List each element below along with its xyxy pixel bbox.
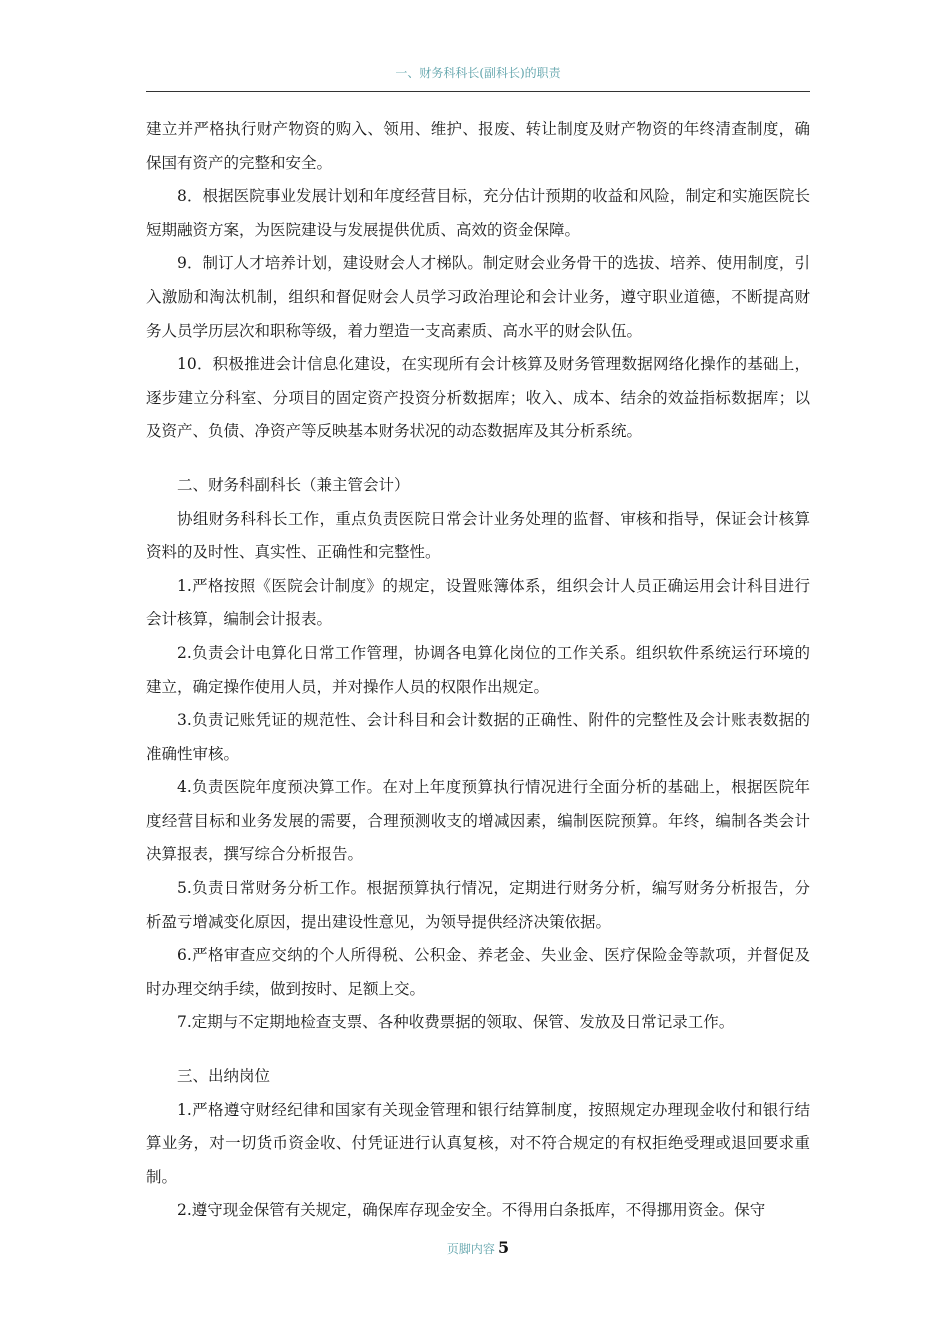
paragraph-item-10: 10．积极推进会计信息化建设，在实现所有会计核算及财务管理数据网络化操作的基础上，逐步建立分科室、分项目的固定资产投资分析数据库；收入、成本、结余的效益指标数据库；以及资产、负债、净资产等反映基本财务状况的动态数据库及其分析系统。: [146, 355, 810, 441]
footer-label: 页脚内容: [446, 1242, 495, 1256]
document-body: [146, 113, 810, 1228]
page-footer: [146, 1238, 810, 1257]
header-rule: [146, 91, 810, 92]
paragraph-cashier-item-1: 1.严格遵守财经纪律和国家有关现金管理和银行结算制度，按照规定办理现金收付和银行结算业务，对一切货币资金收、付凭证进行认真复核，对不符合规定的有权拒绝受理或退回要求重制。: [146, 1100, 810, 1186]
paragraph-deputy-item-4: 4.负责医院年度预决算工作。在对上年度预算执行情况进行全面分析的基础上，根据医院年度经营目标和业务发展的需要，合理预测收支的增减因素，编制医院预算。年终，编制各类会计决算报表，撰写综合分析报告。: [146, 778, 810, 864]
paragraph-cashier-item-2: 2.遵守现金保管有关规定，确保库存现金安全。不得用白条抵库，不得挪用资金。保守: [177, 1201, 766, 1220]
paragraph-item-9: 9．制订人才培养计划，建设财会人才梯队。制定财会业务骨干的选拔、培养、使用制度，引入激励和淘汰机制，组织和督促财会人员学习政治理论和会计业务，遵守职业道德，不断提高财务人员学历层次和职称等级，着力塑造一支高素质、高水平的财会队伍。: [146, 254, 810, 340]
section-heading-cashier: 三、出纳岗位: [177, 1067, 271, 1086]
paragraph-continued: 建立并严格执行财产物资的购入、领用、维护、报废、转让制度及财产物资的年终清查制度，确保国有资产的完整和安全。: [146, 120, 810, 172]
page-number: 5: [497, 1238, 510, 1257]
paragraph-deputy-item-7: 7.定期与不定期地检查支票、各种收费票据的领取、保管、发放及日常记录工作。: [177, 1013, 735, 1032]
paragraph-deputy-intro: 协组财务科科长工作，重点负责医院日常会计业务处理的监督、审核和指导，保证会计核算资料的及时性、真实性、正确性和完整性。: [146, 509, 810, 562]
paragraph-deputy-item-2: 2.负责会计电算化日常工作管理，协调各电算化岗位的工作关系。组织软件系统运行环境的建立，确定操作使用人员，并对操作人员的权限作出规定。: [146, 643, 810, 696]
page-header: 一、财务科科长(副科长)的职责: [395, 66, 561, 80]
paragraph-deputy-item-5: 5.负责日常财务分析工作。根据预算执行情况，定期进行财务分析，编写财务分析报告，分析盈亏增减变化原因，提出建设性意见，为领导提供经济决策依据。: [146, 879, 810, 931]
paragraph-deputy-item-1: 1.严格按照《医院会计制度》的规定，设置账簿体系，组织会计人员正确运用会计科目进行会计核算，编制会计报表。: [146, 576, 810, 629]
paragraph-item-8: 8．根据医院事业发展计划和年度经营目标，充分估计预期的收益和风险，制定和实施医院长短期融资方案，为医院建设与发展提供优质、高效的资金保障。: [146, 187, 810, 239]
paragraph-deputy-item-3: 3.负责记账凭证的规范性、会计科目和会计数据的正确性、附件的完整性及会计账表数据的准确性审核。: [146, 711, 810, 763]
paragraph-deputy-item-6: 6.严格审查应交纳的个人所得税、公积金、养老金、失业金、医疗保险金等款项，并督促及时办理交纳手续，做到按时、足额上交。: [146, 946, 810, 998]
section-heading-deputy-chief: 二、财务科副科长（兼主管会计）: [177, 475, 410, 494]
